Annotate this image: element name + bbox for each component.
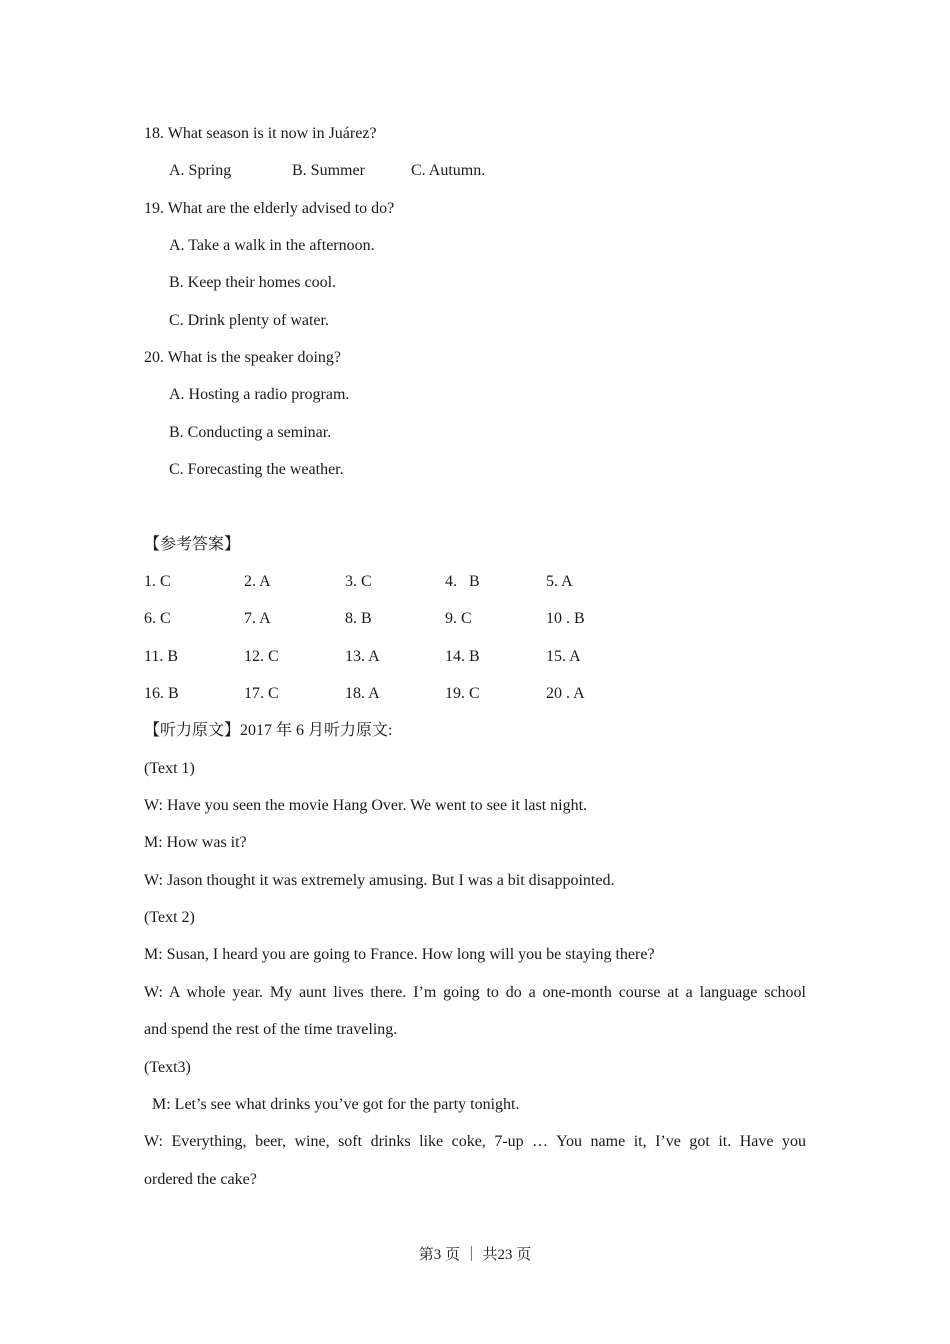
q20-option-c: C. Forecasting the weather.	[169, 461, 344, 478]
transcript-heading: 【听力原文】2017 年 6 月听力原文:	[144, 722, 393, 739]
text2-label: (Text 2)	[144, 909, 195, 926]
text1-line-w1: W: Have you seen the movie Hang Over. We went to see it last night.	[144, 797, 588, 814]
q20-option-b: B. Conducting a seminar.	[169, 424, 332, 441]
q18-option-c: C. Autumn.	[411, 162, 486, 179]
answer-cell: 5. A	[546, 573, 573, 590]
answer-cell: 16. B	[144, 685, 179, 702]
answer-cell: 6. C	[144, 610, 171, 627]
text2-line-m1: M: Susan, I heard you are going to France. How long will you be staying there?	[144, 946, 655, 963]
answer-cell: 14. B	[445, 648, 480, 665]
answer-cell: 13. A	[345, 648, 380, 665]
text3-line-w1-part2: ordered the cake?	[144, 1171, 257, 1188]
text1-line-w2: W: Jason thought it was extremely amusing. But I was a bit disappointed.	[144, 872, 615, 889]
answer-cell: 1. C	[144, 573, 171, 590]
q18-option-a: A. Spring	[169, 162, 232, 179]
answer-cell: 7. A	[244, 610, 271, 627]
text3-line-w1-part1: W: Everything, beer, wine, soft drinks like coke, 7-up … You name it, I’ve got it. Have you	[144, 1133, 806, 1150]
answer-cell: 11. B	[144, 648, 179, 665]
q20-option-a: A. Hosting a radio program.	[169, 386, 350, 403]
q19-option-a: A. Take a walk in the afternoon.	[169, 237, 375, 254]
question-19: 19. What are the elderly advised to do?	[144, 200, 395, 217]
q19-option-b: B. Keep their homes cool.	[169, 274, 337, 291]
page-footer: 第3 页 ｜ 共23 页	[418, 1247, 532, 1263]
answer-cell: 12. C	[244, 648, 279, 665]
text3-label: (Text3)	[144, 1059, 191, 1076]
answer-cell: 2. A	[244, 573, 271, 590]
answer-cell: 17. C	[244, 685, 279, 702]
answer-cell: 8. B	[345, 610, 372, 627]
answer-cell: 20 . A	[546, 685, 585, 702]
q18-option-b: B. Summer	[292, 162, 365, 179]
answers-heading: 【参考答案】	[144, 536, 241, 553]
text1-line-m1: M: How was it?	[144, 834, 247, 851]
answer-cell: 9. C	[445, 610, 472, 627]
answer-cell: 3. C	[345, 573, 372, 590]
question-20: 20. What is the speaker doing?	[144, 349, 341, 366]
text1-label: (Text 1)	[144, 760, 195, 777]
text3-line-m1: M: Let’s see what drinks you’ve got for the party tonight.	[152, 1096, 520, 1113]
answer-cell: 10 . B	[546, 610, 585, 627]
text2-line-w1-part1: W: A whole year. My aunt lives there. I’m going to do a one-month course at a language school	[144, 984, 806, 1001]
answer-cell: 15. A	[546, 648, 581, 665]
answer-cell: 19. C	[445, 685, 480, 702]
answer-cell: 18. A	[345, 685, 380, 702]
question-18: 18. What season is it now in Juárez?	[144, 125, 377, 142]
text2-line-w1-part2: and spend the rest of the time traveling.	[144, 1021, 398, 1038]
answer-cell: 4. B	[445, 573, 480, 590]
q19-option-c: C. Drink plenty of water.	[169, 312, 329, 329]
